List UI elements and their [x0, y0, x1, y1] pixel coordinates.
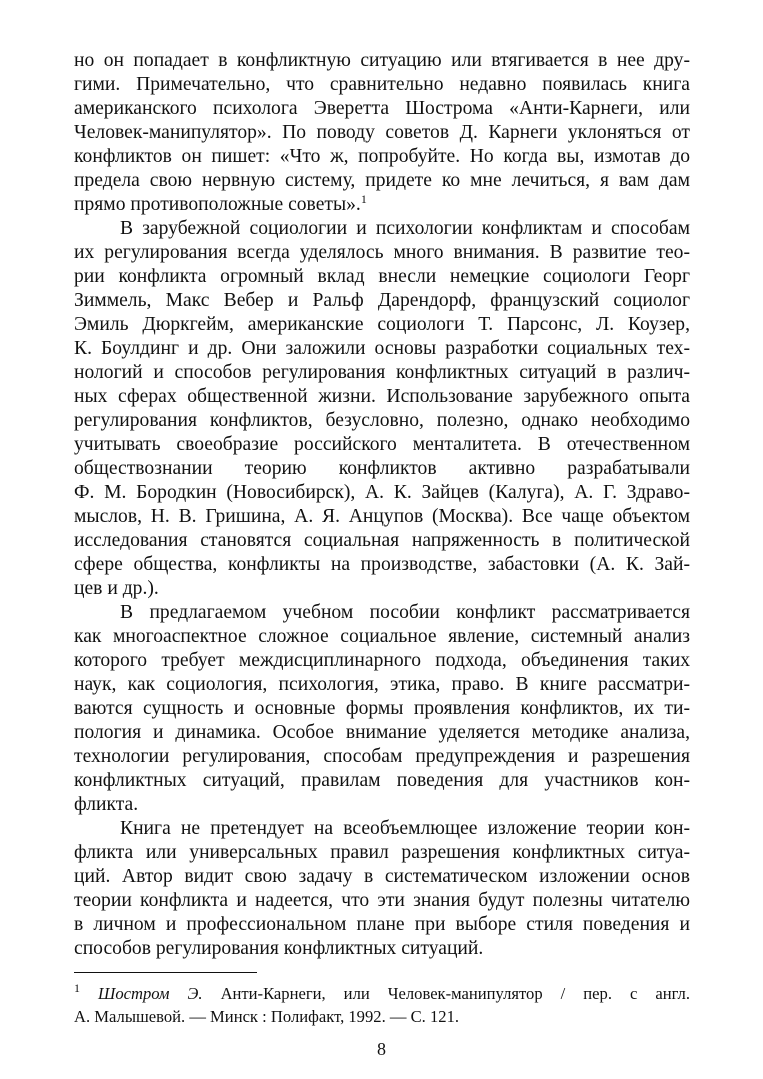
footnote	[74, 982, 690, 1028]
text-line: рии конфликта огромный вклад внесли немецкие социологи Георг	[74, 266, 690, 287]
text-line: обществознании теорию конфликтов активно разрабатывали	[74, 458, 690, 479]
paragraph-1	[74, 49, 690, 217]
text-line: исследования становятся социальная напряженность в политической	[74, 530, 690, 551]
footnote-text: Анти-Карнеги, или Человек-манипулятор / пер. с англ.	[220, 984, 690, 1003]
text-line: технологии регулирования, способам предупреждения и разрешения	[74, 746, 690, 767]
footnote-separator	[74, 972, 257, 973]
text-line: их регулирования всегда уделялось много внимания. В развитие тео-	[74, 242, 690, 263]
text-line: гими. Примечательно, что сравнительно недавно появилась книга	[74, 74, 690, 95]
text-line: Эмиль Дюркгейм, американские социологи Т. Парсонс, Л. Коузер,	[74, 314, 690, 335]
footnote-ref: 1	[360, 192, 367, 206]
text-line: В зарубежной социологии и психологии конфликтам и способам	[120, 218, 690, 239]
footnote-author: Шостром Э.	[98, 984, 203, 1003]
text-line: ваются сущность и основные формы проявления конфликтов, их ти-	[74, 698, 690, 719]
text-line: Книга не претендует на всеобъемлющее изложение теории кон-	[120, 818, 690, 839]
text-line: фликта.	[74, 794, 139, 815]
footnote-number: 1	[74, 981, 80, 995]
text-line: конфликтов он пишет: «Что ж, попробуйте. Но когда вы, измотав до	[74, 146, 690, 167]
text-line: пология и динамика. Особое внимание уделяется методике анализа,	[74, 722, 690, 743]
text-line: мыслов, Н. В. Гришина, А. Я. Анцупов (Москва). Все чаще объектом	[74, 506, 690, 527]
page-number: 8	[377, 1039, 386, 1059]
text-line: сфере общества, конфликты на производстве, забастовки (А. К. Зай-	[74, 554, 690, 575]
text-line: наук, как социология, психология, этика, право. В книге рассматри-	[74, 674, 690, 695]
text-line: ных сферах общественной жизни. Использование зарубежного опыта	[74, 386, 690, 407]
text-line: цев и др.).	[74, 578, 159, 599]
footnote-line: А. Малышевой. — Минск : Полифакт, 1992. — С. 121.	[74, 1007, 460, 1026]
text-line	[74, 193, 690, 217]
text-line: в личном и профессиональном плане при выборе стиля поведения и	[74, 914, 690, 935]
text-line: Зиммель, Макс Вебер и Ральф Дарендорф, французский социолог	[74, 290, 690, 311]
text-line: но он попадает в конфликтную ситуацию или втягивается в нее дру-	[74, 50, 690, 71]
text-line: фликта или универсальных правил разрешения конфликтных ситуа-	[74, 842, 690, 863]
paragraph-3	[74, 601, 690, 817]
text-line: К. Боулдинг и др. Они заложили основы разработки социальных тех-	[74, 338, 690, 359]
text-line: предела свою нервную систему, придете ко мне лечиться, я вам дам	[74, 170, 690, 191]
text-line: ций. Автор видит свою задачу в систематическом изложении основ	[74, 866, 690, 887]
text-line: учитывать своеобразие российского менталитета. В отечественном	[74, 434, 690, 455]
text-line: американского психолога Эверетта Шострома «Анти-Карнеги, или	[74, 98, 690, 119]
text-line: как многоаспектное сложное социальное явление, системный анализ	[74, 626, 690, 647]
text-line: Человек-манипулятор». По поводу советов Д. Карнеги уклоняться от	[74, 122, 690, 143]
text-line: Ф. М. Бородкин (Новосибирск), А. К. Зайцев (Калуга), А. Г. Здраво-	[74, 482, 690, 503]
paragraph-2	[74, 217, 690, 601]
text-line: регулирования конфликтов, безусловно, полезно, однако необходимо	[74, 410, 690, 431]
text-line-content: прямо противоположные советы».	[74, 194, 361, 215]
text-line: конфликтных ситуаций, правилам поведения для участников кон-	[74, 770, 690, 791]
paragraph-4	[74, 817, 690, 961]
footnote-line	[74, 982, 690, 1005]
body-text	[74, 49, 690, 961]
text-line: теории конфликта и надеется, что эти знания будут полезны читателю	[74, 890, 690, 911]
text-line: нологий и способов регулирования конфликтных ситуаций в различ-	[74, 362, 690, 383]
text-line: В предлагаемом учебном пособии конфликт рассматривается	[120, 602, 690, 623]
text-line: которого требует междисциплинарного подхода, объединения таких	[74, 650, 690, 671]
text-line: способов регулирования конфликтных ситуаций.	[74, 938, 484, 959]
